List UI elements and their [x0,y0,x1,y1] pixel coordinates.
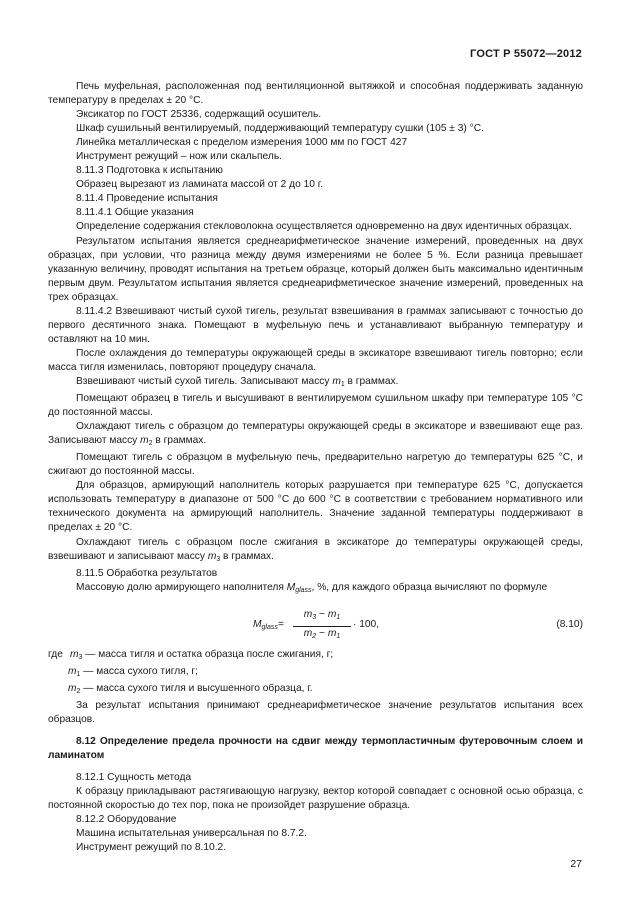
paragraph: Инструмент режущий по 8.10.2. [76,842,227,854]
formula-number: (8.10) [556,618,583,630]
paragraph: Результатом испытания является среднеарифметическое значение измерений, проведенных на двух образцах, при условии, что разница между двумя измерениями не более 5 %. Если разница превышает указанную величину, проводят испытания на третьем образце, который должен быть максимально идентичным первым двум. Результатом испытания является среднеарифметическое значение измерений, проведенных на трех образцах. [48,235,583,303]
paragraph: Линейка металлическая с пределом измерения 1000 мм по ГОСТ 427 [76,137,408,149]
where-line [48,665,583,682]
subscript: 3 [216,555,221,563]
subscript: glass [295,586,312,594]
subscript: 2 [312,632,317,640]
page-body [48,80,583,855]
paragraph: Шкаф сушильный вентилируемый, поддерживающий температуру сушки (105 ± 3) °C. [76,123,484,135]
operator: − [316,627,328,639]
section-heading: 8.11.3 Подготовка к испытанию [76,165,223,177]
paragraph: Печь муфельная, расположенная под вентиляционной вытяжкой и способная поддерживать заданную температуру в пределах ± 20 °C. [48,81,583,107]
text: — масса сухого тигля и высушенного образца, г. [80,682,313,694]
section-heading: 8.11.4.1 Общие указания [76,207,194,219]
variable: m [327,608,337,620]
paragraph: К образцу прикладывают растягивающую нагрузку, вектор которой совпадает с основной осью образца, с постоянной скоростью до тех пор, пока не произойдет разрушение образца. [48,786,583,812]
text: Массовую долю армирующего наполнителя [76,581,287,593]
section-heading: 8.12.1 Сущность метода [76,772,192,784]
paragraph: Определение содержания стекловолокна осуществляется одновременно на двух идентичных образцах. [76,221,572,233]
paragraph: 8.11.4.2 Взвешивают чистый сухой тигель, результат взвешивания в граммах записывают с точностью до первого десятичного знака. Помещают в муфельную печь и устанавливают выбранную температуру и оставляют на 10 мин. [48,305,583,345]
subscript: 3 [312,613,317,621]
text: в граммах. [152,435,207,447]
variable: m [303,608,313,620]
text: , %, для каждого образца вычисляют по формуле [311,581,548,593]
subscript: 1 [336,613,341,621]
formula-fraction [293,608,351,644]
paragraph: За результат испытания принимают среднеарифметическое значение результатов испытания всех образцов. [48,699,583,725]
paragraph-m3 [48,536,583,567]
variable: m [332,375,341,387]
variable: M [286,581,296,593]
paragraph: Эксикатор по ГОСТ 25336, содержащий осушитель. [76,109,322,121]
text: — масса сухого тигля, г; [80,665,198,677]
paragraph: Инструмент режущий – нож или скальпель. [76,151,282,163]
text: Охлаждают тигель с образцом до температуры окружающей среды в эксикаторе и взвешивают еще раз. Записывают массу [48,421,583,447]
equals-sign: = [278,618,284,630]
subscript: 2 [76,687,81,695]
subscript: 1 [76,670,81,678]
document-code: ГОСТ Р 55072—2012 [470,48,582,60]
subscript: 1 [336,632,341,640]
paragraph: Помещают тигель с образцом в муфельную печь, предварительно нагретую до температуры 625 °C, и сжигают до постоянной массы. [48,452,583,478]
subscript: glass [261,623,278,631]
text: Взвешивают чистый сухой тигель. Записывают массу [76,375,333,387]
where-line [48,648,583,665]
variable: m [327,627,337,639]
formula-lhs [253,618,278,635]
text: в граммах. [220,550,274,562]
paragraph: Машина испытательная универсальная по 8.7.2. [76,828,307,840]
formula-8-10 [48,606,583,644]
variable: m [70,648,79,660]
spacer [48,763,583,771]
spacer [48,727,583,735]
variable: m [207,550,217,562]
where-line [48,682,583,699]
paragraph: Образец вырезают из ламината массой от 2 до 10 г. [76,179,324,191]
denominator [293,627,351,644]
text: в граммах. [344,375,399,387]
subscript: 1 [340,380,345,388]
section-heading: 8.11.5 Обработка результатов [76,567,218,579]
operator: − [316,608,328,620]
paragraph-m1 [48,375,583,392]
subscript: 3 [78,653,83,661]
section-heading: 8.12.2 Оборудование [76,814,177,826]
formula-multiplier: · 100, [353,618,380,630]
variable: m [140,435,149,447]
where-lead: где [48,648,63,660]
variable: M [253,618,262,630]
numerator [293,608,351,627]
section-heading: 8.11.4 Проведение испытания [76,193,218,205]
subscript: 2 [148,440,153,448]
paragraph-formula-intro [48,581,583,598]
variable: m [303,627,313,639]
text: — масса тигля и остатка образца после сжигания, г; [82,648,334,660]
paragraph-m2 [48,420,583,451]
page-number: 27 [570,858,582,870]
paragraph: Для образцов, армирующий наполнитель которых разрушается при температуре 625 °C, допускается использовать температуру в диапазоне от 500 °C до 600 °C в соответствии с требованием нормативного или технического документа на армирующий наполнитель. Значение заданной температуры поддерживают в пределах ± 20 °C. [48,480,583,534]
section-title: 8.12 Определение предела прочности на сдвиг между термопластичным футеровочным слоем и ламинатом [48,735,583,761]
paragraph: Помещают образец в тигель и высушивают в вентилируемом сушильном шкафу при температуре 105 °C до постоянной массы. [48,393,583,419]
variable: m [68,682,77,694]
paragraph: После охлаждения до температуры окружающей среды в эксикаторе взвешивают тигель повторно; если масса тигля изменилась, повторяют процедуру сначала. [48,347,583,373]
text: Охлаждают тигель с образцом после сжигания в эксикаторе до температуры окружающей среды, взвешивают и записывают массу [48,536,583,562]
variable: m [68,665,77,677]
